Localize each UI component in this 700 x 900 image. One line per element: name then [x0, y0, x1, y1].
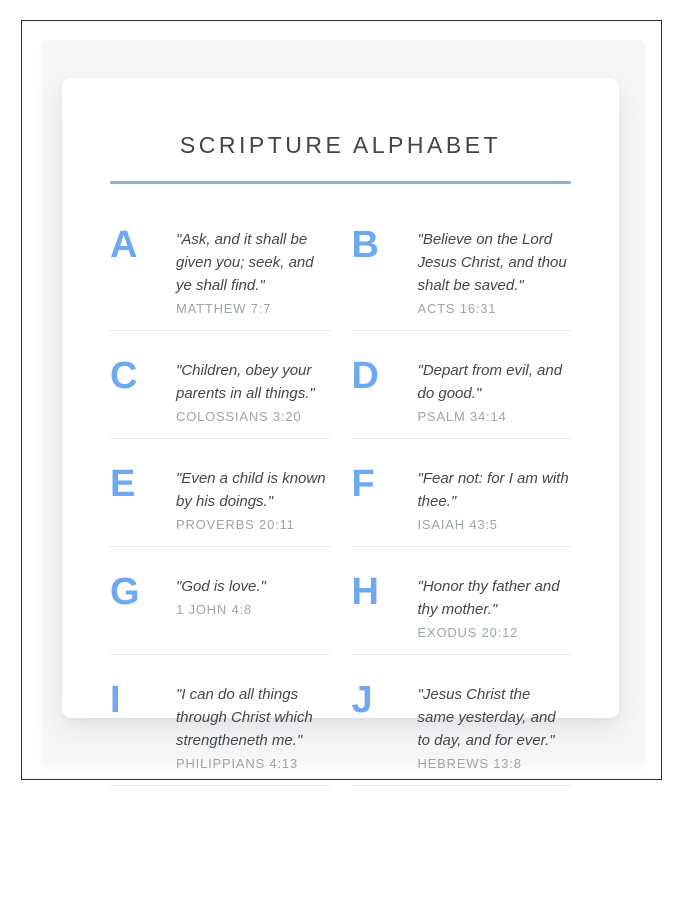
scripture-entry-d — [351, 355, 572, 439]
entry-letter: C — [110, 355, 138, 397]
entry-text — [176, 575, 330, 618]
scripture-grid — [110, 224, 571, 786]
scripture-entry-i — [110, 679, 330, 786]
entry-reference: EXODUS 20:12 — [417, 625, 519, 640]
entry-letter: E — [110, 463, 136, 505]
entry-reference: PHILIPPIANS 4:13 — [176, 756, 298, 771]
scripture-entry-g — [110, 571, 330, 655]
entry-reference: PSALM 34:14 — [417, 409, 507, 424]
entry-quote: "Fear not: for I am with thee." — [417, 470, 569, 510]
entry-text — [418, 683, 572, 772]
entry-letter: F — [351, 463, 375, 505]
entry-reference: MATTHEW 7:7 — [176, 301, 272, 316]
scripture-entry-e — [110, 463, 330, 547]
entry-text — [176, 683, 330, 772]
entry-quote: "God is love." — [176, 578, 266, 595]
entry-text — [176, 228, 330, 317]
entry-text — [176, 359, 330, 425]
entry-text — [418, 575, 572, 641]
entry-quote: "Depart from evil, and do good." — [417, 362, 563, 402]
entry-letter: A — [110, 224, 138, 266]
entry-text — [418, 467, 572, 533]
entry-reference: 1 JOHN 4:8 — [176, 602, 252, 617]
entry-text — [418, 228, 572, 317]
entry-quote: "I can do all things through Christ which strengtheneth me." — [176, 686, 313, 749]
scripture-entry-b — [351, 224, 572, 331]
title-divider — [110, 181, 571, 184]
entry-reference: ACTS 16:31 — [417, 301, 497, 316]
entry-reference: ISAIAH 43:5 — [417, 517, 498, 532]
entry-reference: COLOSSIANS 3:20 — [176, 409, 302, 424]
entry-quote: "Ask, and it shall be given you; seek, and ye shall find." — [176, 231, 314, 294]
scripture-entry-c — [110, 355, 330, 439]
scripture-entry-a — [110, 224, 330, 331]
entry-quote: "Believe on the Lord Jesus Christ, and thou shalt be saved." — [417, 231, 567, 294]
scripture-entry-j — [351, 679, 572, 786]
entry-quote: "Even a child is known by his doings." — [176, 470, 326, 510]
entry-quote: "Jesus Christ the same yesterday, and to day, and for ever." — [417, 686, 556, 749]
card-inner — [62, 78, 619, 786]
entry-quote: "Honor thy father and thy mother." — [417, 578, 560, 618]
entry-reference: PROVERBS 20:11 — [176, 517, 295, 532]
scripture-entry-h — [351, 571, 572, 655]
entry-text — [418, 359, 572, 425]
scripture-entry-f — [351, 463, 572, 547]
entry-quote: "Children, obey your parents in all things." — [176, 362, 315, 402]
entry-letter: D — [351, 355, 379, 397]
entry-letter: G — [110, 571, 140, 613]
entry-letter: J — [351, 679, 373, 721]
entry-reference: HEBREWS 13:8 — [417, 756, 522, 771]
entry-letter: B — [351, 224, 379, 266]
scripture-card — [62, 78, 619, 771]
entry-letter: H — [351, 571, 379, 613]
entry-text — [176, 467, 330, 533]
page-title: SCRIPTURE ALPHABET — [179, 132, 502, 158]
entry-letter: I — [110, 679, 121, 721]
